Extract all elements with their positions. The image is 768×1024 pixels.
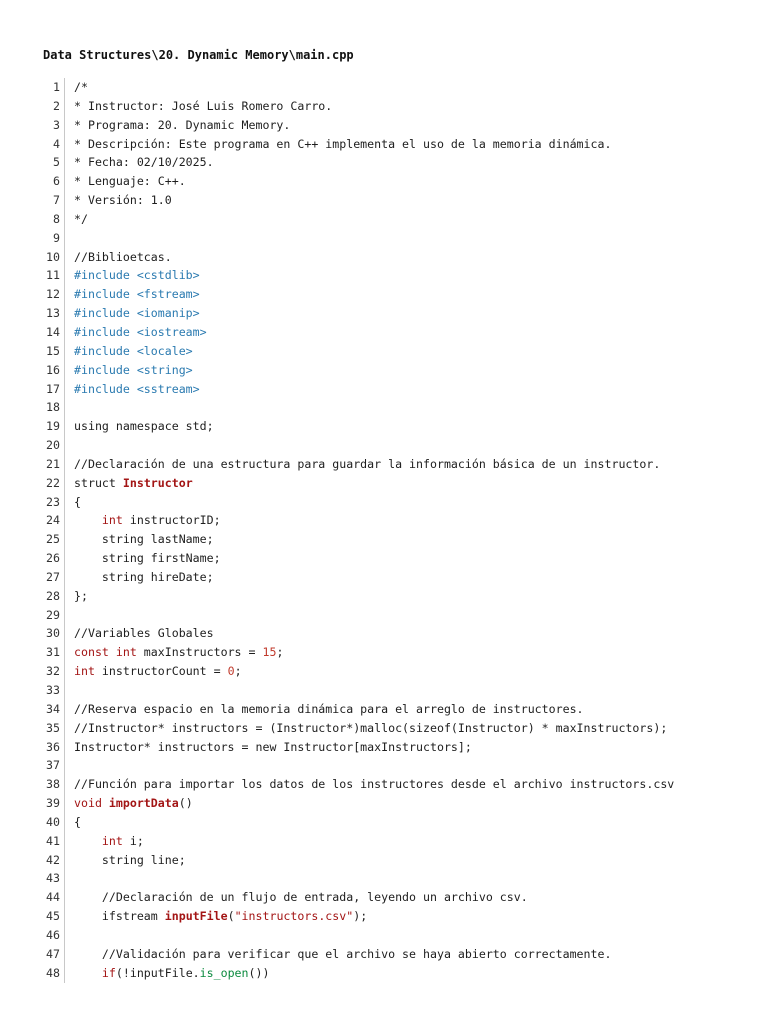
code-line: [0, 78, 768, 97]
code-token: //Instructor* instructors = (Instructor*)malloc(sizeof(Instructor) * maxInstructors);: [74, 720, 668, 735]
code-token: #include <sstream>: [74, 381, 200, 396]
code-token: //Variables Globales: [74, 626, 214, 641]
code-text: [65, 97, 332, 116]
code-token: ()): [248, 965, 270, 980]
code-token: * Instructor: José Luis Romero Carro.: [74, 98, 333, 113]
code-text: [65, 266, 200, 285]
code-token: };: [74, 588, 88, 603]
code-token: * Fecha: 02/10/2025.: [74, 155, 214, 170]
line-number: 42: [0, 851, 65, 870]
code-line: [0, 210, 768, 229]
code-token: #include <locale>: [74, 343, 193, 358]
code-text: [65, 323, 207, 342]
code-text: [65, 662, 242, 681]
code-line: [0, 964, 768, 983]
line-number: 22: [0, 474, 65, 493]
code-line: [0, 587, 768, 606]
code-text: [65, 681, 74, 700]
code-text: [65, 78, 88, 97]
line-number: 15: [0, 342, 65, 361]
line-number: 24: [0, 511, 65, 530]
line-number: 6: [0, 172, 65, 191]
line-number: 38: [0, 775, 65, 794]
code-line: [0, 775, 768, 794]
code-text: [65, 417, 214, 436]
line-number: 47: [0, 945, 65, 964]
code-text: [65, 813, 81, 832]
code-line: [0, 455, 768, 474]
code-line: [0, 172, 768, 191]
code-token: #include <iomanip>: [74, 306, 200, 321]
code-token: ;: [276, 645, 284, 660]
code-token: string lastName;: [74, 532, 214, 547]
code-token: 15: [262, 645, 277, 660]
code-text: [65, 549, 221, 568]
line-number: 12: [0, 285, 65, 304]
code-text: [65, 493, 81, 512]
code-line: [0, 361, 768, 380]
code-token: ;: [234, 664, 242, 679]
code-token: {: [74, 814, 81, 829]
code-text: [65, 511, 221, 530]
code-text: [65, 191, 172, 210]
code-line: [0, 191, 768, 210]
line-number: 45: [0, 907, 65, 926]
code-token: #include <cstdlib>: [74, 268, 200, 283]
code-text: [65, 530, 214, 549]
line-number: 13: [0, 304, 65, 323]
code-line: [0, 832, 768, 851]
line-number: 17: [0, 380, 65, 399]
code-token: */: [74, 211, 88, 226]
code-line: [0, 417, 768, 436]
code-token: string firstName;: [74, 551, 221, 566]
code-text: [65, 398, 74, 417]
code-line: [0, 907, 768, 926]
code-text: [65, 455, 660, 474]
line-number: 3: [0, 116, 65, 135]
line-number: 44: [0, 888, 65, 907]
line-number: 48: [0, 964, 65, 983]
line-number: 29: [0, 606, 65, 625]
code-line: [0, 662, 768, 681]
code-token: //Reserva espacio en la memoria dinámica para el arreglo de instructores.: [74, 701, 584, 716]
code-line: [0, 606, 768, 625]
code-line: [0, 794, 768, 813]
code-token: string line;: [74, 852, 186, 867]
line-number: 36: [0, 738, 65, 757]
code-text: [65, 248, 172, 267]
code-token: int: [74, 664, 95, 679]
line-number: 32: [0, 662, 65, 681]
code-token: int: [101, 833, 123, 848]
code-text: [65, 738, 472, 757]
code-token: is_open: [199, 965, 249, 980]
code-token: /*: [74, 80, 88, 94]
code-token: * Lenguaje: C++.: [74, 174, 186, 189]
code-token: void: [74, 796, 102, 811]
code-line: [0, 474, 768, 493]
code-listing: [0, 78, 768, 983]
code-line: [0, 153, 768, 172]
code-line: [0, 549, 768, 568]
code-text: [65, 229, 74, 248]
code-line: [0, 511, 768, 530]
file-path-title: Data Structures\20. Dynamic Memory\main.cpp: [43, 48, 354, 62]
code-token: * Programa: 20. Dynamic Memory.: [74, 117, 291, 132]
code-line: [0, 624, 768, 643]
line-number: 20: [0, 436, 65, 455]
code-token: //Validación para verificar que el archivo se haya abierto correctamente.: [74, 946, 612, 961]
line-number: 25: [0, 530, 65, 549]
code-token: #include <fstream>: [74, 287, 200, 302]
code-token: [74, 513, 102, 527]
line-number: 39: [0, 794, 65, 813]
code-token: //Declaración de una estructura para guardar la información básica de un instructor.: [74, 456, 661, 471]
code-token: //Biblioetcas.: [74, 249, 172, 264]
code-line: [0, 813, 768, 832]
code-text: [65, 135, 611, 154]
code-text: [65, 964, 269, 983]
code-text: [65, 285, 200, 304]
code-line: [0, 738, 768, 757]
code-text: [65, 116, 290, 135]
code-token: struct: [74, 475, 123, 490]
line-number: 2: [0, 97, 65, 116]
line-number: 28: [0, 587, 65, 606]
code-line: [0, 493, 768, 512]
line-number: 18: [0, 398, 65, 417]
code-token: Instructor* instructors = new Instructor[maxInstructors];: [74, 739, 472, 754]
code-line: [0, 436, 768, 455]
code-line: [0, 643, 768, 662]
code-text: [65, 869, 74, 888]
code-token: Instructor: [122, 475, 193, 490]
line-number: 1: [0, 78, 65, 97]
code-token: #include <string>: [74, 362, 193, 377]
line-number: 10: [0, 248, 65, 267]
code-line: [0, 304, 768, 323]
code-token: ifstream: [74, 909, 165, 924]
code-text: [65, 587, 88, 606]
code-line: [0, 380, 768, 399]
code-token: maxInstructors =: [136, 645, 263, 660]
code-text: [65, 719, 667, 738]
code-token: );: [353, 909, 368, 924]
line-number: 35: [0, 719, 65, 738]
line-number: 4: [0, 135, 65, 154]
code-token: //Declaración de un flujo de entrada, leyendo un archivo csv.: [74, 890, 528, 905]
code-text: [65, 361, 193, 380]
line-number: 33: [0, 681, 65, 700]
code-text: [65, 851, 186, 870]
code-text: [65, 775, 674, 794]
line-number: 11: [0, 266, 65, 285]
code-line: [0, 568, 768, 587]
code-line: [0, 851, 768, 870]
code-text: [65, 624, 214, 643]
code-line: [0, 229, 768, 248]
code-token: #include <iostream>: [74, 324, 207, 339]
code-line: [0, 888, 768, 907]
code-text: [65, 380, 200, 399]
line-number: 14: [0, 323, 65, 342]
code-token: inputFile: [164, 909, 228, 924]
code-token: importData: [108, 796, 179, 811]
code-text: [65, 606, 74, 625]
code-line: [0, 398, 768, 417]
line-number: 41: [0, 832, 65, 851]
code-token: {: [74, 494, 81, 509]
line-number: 21: [0, 455, 65, 474]
code-line: [0, 681, 768, 700]
code-token: string hireDate;: [74, 569, 214, 584]
line-number: 26: [0, 549, 65, 568]
line-number: 43: [0, 869, 65, 888]
line-number: 5: [0, 153, 65, 172]
line-number: 23: [0, 493, 65, 512]
code-text: [65, 888, 528, 907]
code-text: [65, 172, 186, 191]
code-line: [0, 135, 768, 154]
code-text: [65, 945, 611, 964]
code-line: [0, 530, 768, 549]
code-line: [0, 323, 768, 342]
code-line: [0, 266, 768, 285]
code-line: [0, 285, 768, 304]
code-token: instructorCount =: [94, 664, 228, 679]
code-token: "instructors.csv": [234, 909, 354, 924]
code-text: [65, 832, 144, 851]
code-line: [0, 756, 768, 775]
code-token: if: [101, 965, 116, 980]
code-text: [65, 436, 74, 455]
line-number: 27: [0, 568, 65, 587]
code-token: int: [101, 513, 123, 528]
code-token: [74, 966, 102, 980]
code-text: [65, 304, 200, 323]
code-line: [0, 248, 768, 267]
line-number: 8: [0, 210, 65, 229]
line-number: 7: [0, 191, 65, 210]
code-text: [65, 794, 193, 813]
line-number: 40: [0, 813, 65, 832]
line-number: 19: [0, 417, 65, 436]
code-line: [0, 342, 768, 361]
line-number: 37: [0, 756, 65, 775]
code-token: * Versión: 1.0: [74, 193, 172, 208]
code-text: [65, 568, 214, 587]
code-line: [0, 97, 768, 116]
line-number: 16: [0, 361, 65, 380]
code-token: instructorID;: [122, 513, 221, 528]
code-text: [65, 700, 584, 719]
code-token: * Descripción: Este programa en C++ implementa el uso de la memoria dinámica.: [74, 136, 612, 151]
code-token: (: [227, 909, 235, 924]
code-token: const int: [74, 645, 137, 660]
code-line: [0, 700, 768, 719]
code-line: [0, 926, 768, 945]
line-number: 30: [0, 624, 65, 643]
code-token: (!inputFile.: [115, 965, 200, 980]
code-text: [65, 907, 367, 926]
code-token: (): [178, 796, 193, 811]
code-token: //Función para importar los datos de los instructores desde el archivo instructors.csv: [74, 777, 675, 792]
line-number: 46: [0, 926, 65, 945]
code-token: i;: [122, 833, 144, 848]
code-line: [0, 945, 768, 964]
line-number: 9: [0, 229, 65, 248]
code-token: [102, 796, 109, 810]
code-token: [74, 834, 102, 848]
code-text: [65, 210, 88, 229]
line-number: 34: [0, 700, 65, 719]
code-text: [65, 474, 193, 493]
code-line: [0, 719, 768, 738]
code-token: using namespace std;: [74, 419, 214, 434]
code-line: [0, 869, 768, 888]
code-text: [65, 643, 283, 662]
code-text: [65, 926, 74, 945]
code-line: [0, 116, 768, 135]
code-text: [65, 153, 214, 172]
line-number: 31: [0, 643, 65, 662]
code-text: [65, 756, 74, 775]
code-text: [65, 342, 193, 361]
code-token: 0: [227, 664, 235, 679]
